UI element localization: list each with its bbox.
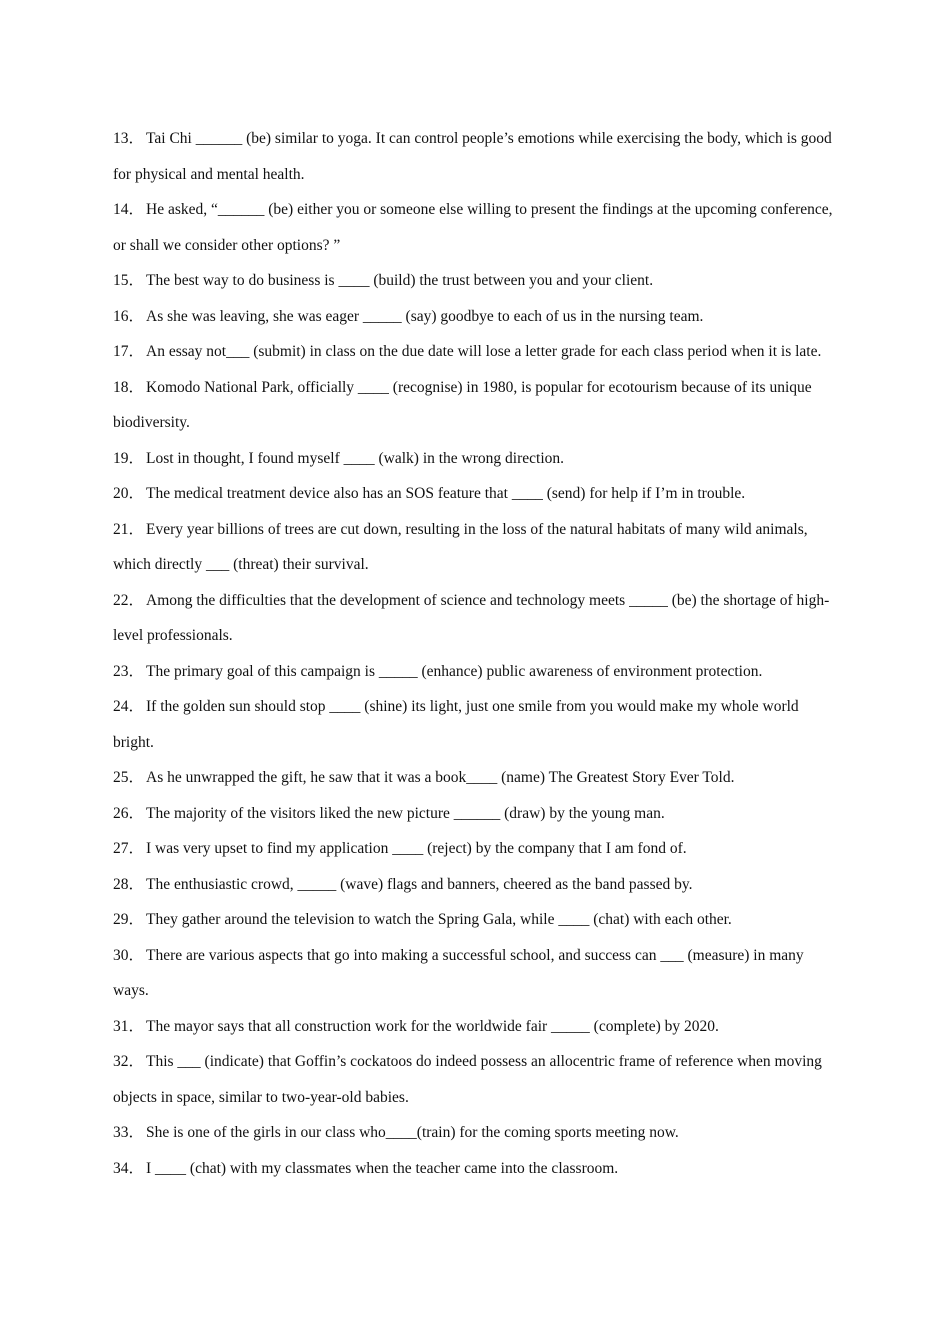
question-text: If the golden sun should stop ____ (shine) its light, just one smile from you would make my whole world bright. <box>113 698 799 751</box>
question-text: I was very upset to find my application ____ (reject) by the company that I am fond of. <box>146 840 687 857</box>
question-item <box>113 192 833 263</box>
question-item <box>113 1009 833 1045</box>
question-number: 30． <box>113 946 145 964</box>
question-number: 19． <box>113 449 145 467</box>
question-text: Lost in thought, I found myself ____ (walk) in the wrong direction. <box>146 449 565 467</box>
question-item <box>113 760 833 796</box>
question-item <box>113 476 833 512</box>
question-text: She is one of the girls in our class who____(train) for the coming sports meeting now. <box>146 1124 679 1141</box>
question-number: 15． <box>113 272 145 289</box>
question-item <box>113 1151 833 1187</box>
question-number: 22． <box>113 591 145 609</box>
question-number: 34． <box>113 1159 145 1177</box>
question-number: 17． <box>113 343 145 360</box>
question-text: The primary goal of this campaign is _____ (enhance) public awareness of environment protection. <box>146 662 763 680</box>
question-text: Komodo National Park, officially ____ (recognise) in 1980, is popular for ecotourism because of its unique biodiversity. <box>113 378 812 431</box>
question-number: 18． <box>113 378 145 396</box>
question-number: 32． <box>113 1053 145 1070</box>
question-number: 23． <box>113 662 145 680</box>
question-number: 27． <box>113 840 145 857</box>
question-item <box>113 121 833 192</box>
question-list <box>113 121 833 1186</box>
question-item <box>113 583 833 654</box>
question-text: An essay not___ (submit) in class on the due date will lose a letter grade for each class period when it is late. <box>146 343 822 360</box>
question-text: This ___ (indicate) that Goffin’s cockatoos do indeed possess an allocentric frame of reference when moving objects in space, similar to two-year-old babies. <box>113 1053 822 1106</box>
question-number: 28． <box>113 875 145 893</box>
question-number: 26． <box>113 804 145 822</box>
question-text: The majority of the visitors liked the new picture ______ (draw) by the young man. <box>146 804 665 822</box>
question-number: 31． <box>113 1017 145 1035</box>
question-item <box>113 441 833 477</box>
question-number: 25． <box>113 769 145 786</box>
question-item <box>113 831 833 867</box>
question-number: 20． <box>113 485 145 502</box>
question-text: As he unwrapped the gift, he saw that it was a book____ (name) The Greatest Story Ever Told. <box>146 769 735 786</box>
question-text: The best way to do business is ____ (build) the trust between you and your client. <box>146 272 654 289</box>
question-item <box>113 334 833 370</box>
question-item <box>113 1044 833 1115</box>
question-item <box>113 299 833 335</box>
question-text: They gather around the television to watch the Spring Gala, while ____ (chat) with each other. <box>146 911 732 928</box>
question-number: 13． <box>113 130 145 147</box>
question-number: 29． <box>113 911 145 928</box>
question-item <box>113 796 833 832</box>
question-item <box>113 938 833 1009</box>
question-text: There are various aspects that go into making a successful school, and success can ___ (measure) in many ways. <box>113 946 804 999</box>
question-number: 16． <box>113 307 145 325</box>
question-item <box>113 370 833 441</box>
question-text: The enthusiastic crowd, _____ (wave) flags and banners, cheered as the band passed by. <box>146 875 693 893</box>
question-item <box>113 263 833 299</box>
question-number: 24． <box>113 698 145 715</box>
question-text: Among the difficulties that the development of science and technology meets _____ (be) the shortage of high-level professionals. <box>113 591 830 644</box>
question-text: The medical treatment device also has an SOS feature that ____ (send) for help if I’m in trouble. <box>146 485 746 502</box>
question-item <box>113 1115 833 1151</box>
question-number: 33． <box>113 1124 145 1141</box>
question-text: The mayor says that all construction work for the worldwide fair _____ (complete) by 2020. <box>146 1017 719 1035</box>
question-text: Tai Chi ______ (be) similar to yoga. It can control people’s emotions while exercising the body, which is good for physical and mental health. <box>113 130 832 183</box>
question-text: As she was leaving, she was eager _____ (say) goodbye to each of us in the nursing team. <box>146 307 704 325</box>
question-item <box>113 512 833 583</box>
question-text: I ____ (chat) with my classmates when the teacher came into the classroom. <box>146 1159 619 1177</box>
question-number: 21． <box>113 520 145 538</box>
question-item <box>113 654 833 690</box>
question-item <box>113 867 833 903</box>
question-text: Every year billions of trees are cut down, resulting in the loss of the natural habitats of many wild animals, which directly ___ (threat) their survival. <box>113 520 808 573</box>
question-text: He asked, “______ (be) either you or someone else willing to present the findings at the upcoming conference, or shall we consider other options? ” <box>113 201 833 254</box>
question-number: 14． <box>113 201 145 218</box>
question-item <box>113 689 833 760</box>
question-item <box>113 902 833 938</box>
